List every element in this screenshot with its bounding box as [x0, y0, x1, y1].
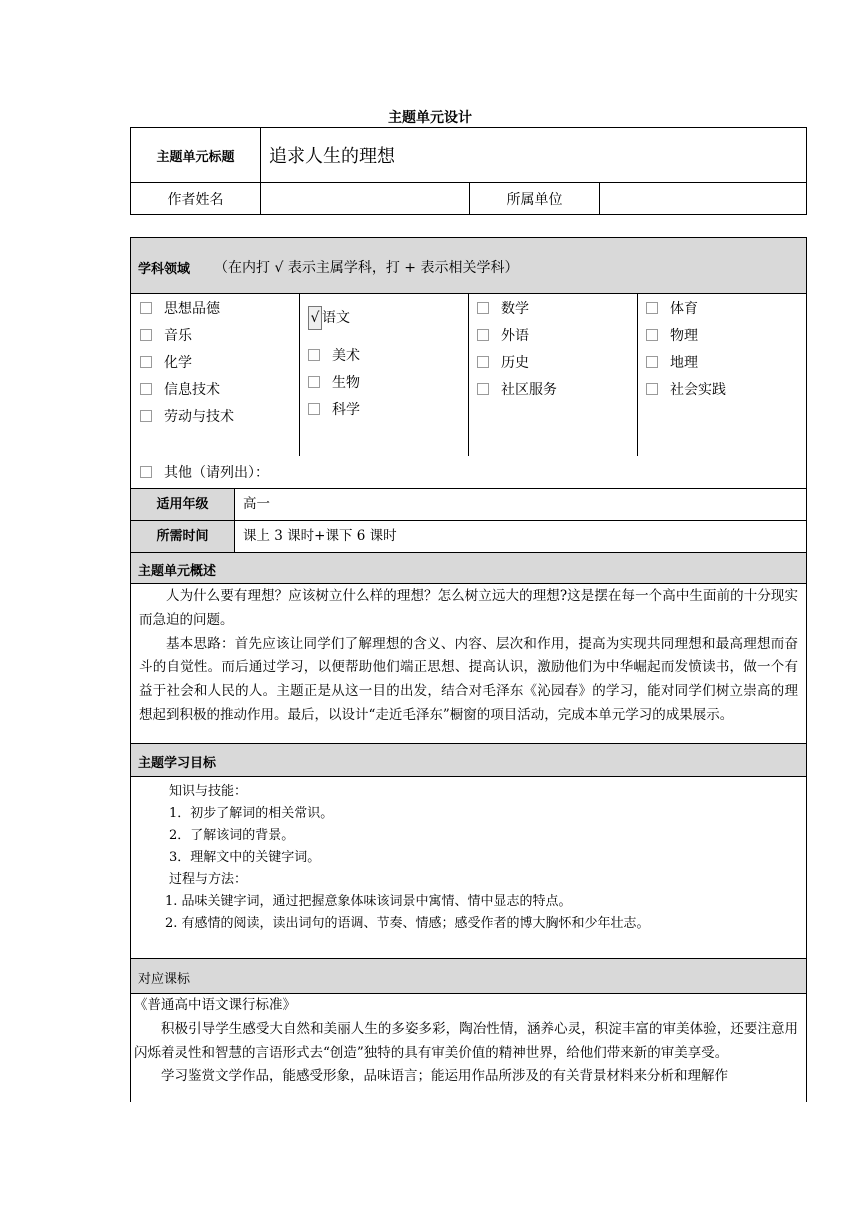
- overview-header: [131, 553, 806, 584]
- grade-value: 高一: [243, 496, 270, 512]
- subject-checkbox-item-checked[interactable]: √ 语文: [308, 305, 360, 332]
- checkbox-icon[interactable]: [477, 329, 489, 341]
- standards-title: 对应课标: [138, 972, 191, 987]
- time-label: 所需时间: [156, 529, 209, 544]
- standards-source: 《普通高中语文课行标准》: [134, 997, 296, 1013]
- subject-checkbox-item[interactable]: 美术: [308, 343, 360, 370]
- subject-other[interactable]: 其他（请列出）：: [140, 460, 269, 487]
- subject-checkbox-item[interactable]: 历史: [477, 350, 557, 377]
- checkbox-icon[interactable]: [140, 356, 152, 368]
- author-label: 作者姓名: [131, 183, 261, 215]
- standards-text: [134, 994, 798, 1089]
- time-label-cell: [131, 521, 234, 552]
- checkbox-icon[interactable]: [477, 356, 489, 368]
- subject-checkbox-item[interactable]: 科学: [308, 397, 360, 424]
- checkbox-icon[interactable]: [646, 329, 658, 341]
- checkbox-icon[interactable]: [477, 383, 489, 395]
- checkbox-icon[interactable]: [308, 349, 320, 361]
- subject-checkbox-item[interactable]: 劳动与技术: [140, 404, 234, 431]
- subject-area-header: [131, 238, 806, 294]
- subject-checkbox-item[interactable]: 音乐: [140, 323, 234, 350]
- checkbox-icon[interactable]: [646, 302, 658, 314]
- goals-header: [131, 744, 806, 777]
- standards-header: [131, 959, 806, 994]
- header-table: [130, 127, 807, 215]
- subject-column-1: [140, 296, 234, 431]
- goal-item: 2. 有感情的阅读，读出词句的语调、节奏、情感；感受作者的博大胸怀和少年壮志。: [165, 916, 650, 931]
- subject-checkbox-item[interactable]: 外语: [477, 323, 557, 350]
- checkbox-icon[interactable]: [308, 403, 320, 415]
- subject-checkbox-item[interactable]: 地理: [646, 350, 726, 377]
- checkbox-icon[interactable]: [140, 466, 152, 478]
- checkbox-icon[interactable]: [477, 302, 489, 314]
- unit-value: [600, 183, 807, 215]
- subject-checkbox-item[interactable]: 物理: [646, 323, 726, 350]
- goal-item: 1. 品味关键字词，通过把握意象体味该词景中寓情、情中显志的特点。: [165, 894, 572, 909]
- column-divider: [468, 294, 469, 456]
- goal-item: 1．初步了解词的相关常识。: [169, 806, 334, 821]
- checkbox-icon[interactable]: [140, 383, 152, 395]
- overview-paragraph: 基本思路：首先应该让同学们了解理想的含义、内容、层次和作用，提高为实现共同理想和最高理想而奋斗的自觉性。而后通过学习，以便帮助他们端正思想、提高认识，激励他们为中华崛起而发愤读书，做一个有益于社会和人民的人。主题正是从这一目的出发，结合对毛泽东《沁园春》的学习，能对同学们树立崇高的理想起到积极的推动作用。最后，以设计“走近毛泽东”橱窗的项目活动，完成本单元学习的成果展示。: [139, 635, 798, 723]
- subject-checkbox-item[interactable]: 社会实践: [646, 377, 726, 404]
- subject-checkbox-item[interactable]: 化学: [140, 350, 234, 377]
- subject-checkbox-item[interactable]: 体育: [646, 296, 726, 323]
- subject-column-2: [308, 308, 360, 424]
- column-divider: [299, 294, 300, 456]
- goal-item: 2．了解该词的背景。: [169, 828, 295, 843]
- checkbox-icon[interactable]: [140, 410, 152, 422]
- checkbox-icon[interactable]: [140, 329, 152, 341]
- goals-title: 主题学习目标: [138, 756, 217, 771]
- subject-column-4: [646, 296, 726, 404]
- subject-checkbox-item[interactable]: 思想品德: [140, 296, 234, 323]
- standards-paragraph: 积极引导学生感受大自然和美丽人生的多姿多彩，陶冶性情，涵养心灵，积淀丰富的审美体验，还要注意用闪烁着灵性和智慧的言语形式去“创造”独特的具有审美价值的精神世界，给他们带来新的审美享受。: [134, 1020, 798, 1061]
- subject-column-3: [477, 296, 557, 404]
- subject-checkbox-item[interactable]: 生物: [308, 370, 360, 397]
- grade-label-cell: [131, 489, 234, 520]
- grade-label: 适用年级: [156, 497, 209, 512]
- process-title: 过程与方法：: [169, 872, 248, 887]
- subject-checkbox-item[interactable]: 数学: [477, 296, 557, 323]
- goal-item: 3．理解文中的关键字词。: [169, 850, 321, 865]
- checkbox-icon[interactable]: [646, 356, 658, 368]
- unit-design-body: [130, 237, 807, 1102]
- topic-value: 追求人生的理想: [261, 128, 807, 183]
- checkbox-icon[interactable]: [140, 302, 152, 314]
- document-title: 主题单元设计: [388, 110, 472, 126]
- knowledge-title: 知识与技能：: [169, 784, 248, 799]
- author-value: [261, 183, 470, 215]
- subject-checkbox-item[interactable]: 社区服务: [477, 377, 557, 404]
- topic-label: 主题单元标题: [131, 128, 261, 183]
- subject-area-title: 学科领域: [138, 262, 191, 277]
- column-divider: [637, 294, 638, 456]
- subject-checkbox-item[interactable]: 信息技术: [140, 377, 234, 404]
- unit-label: 所属单位: [470, 183, 600, 215]
- time-value: 课上 3 课时+课下 6 课时: [243, 528, 397, 544]
- checkbox-icon[interactable]: [646, 383, 658, 395]
- overview-title: 主题单元概述: [138, 564, 217, 579]
- standards-paragraph: 学习鉴赏文学作品，能感受形象，品味语言；能运用作品所涉及的有关背景材料来分析和理解作: [161, 1068, 728, 1085]
- overview-text: [139, 585, 798, 728]
- overview-paragraph: 人为什么要有理想？应该树立什么样的理想？怎么树立远大的理想?这是摆在每一个高中生面前的十分现实而急迫的问题。: [139, 588, 798, 628]
- subject-area-hint: （在内打 √ 表示主属学科，打 + 表示相关学科）: [214, 260, 519, 276]
- checkbox-icon[interactable]: [308, 376, 320, 388]
- checked-box-icon[interactable]: √: [308, 306, 322, 330]
